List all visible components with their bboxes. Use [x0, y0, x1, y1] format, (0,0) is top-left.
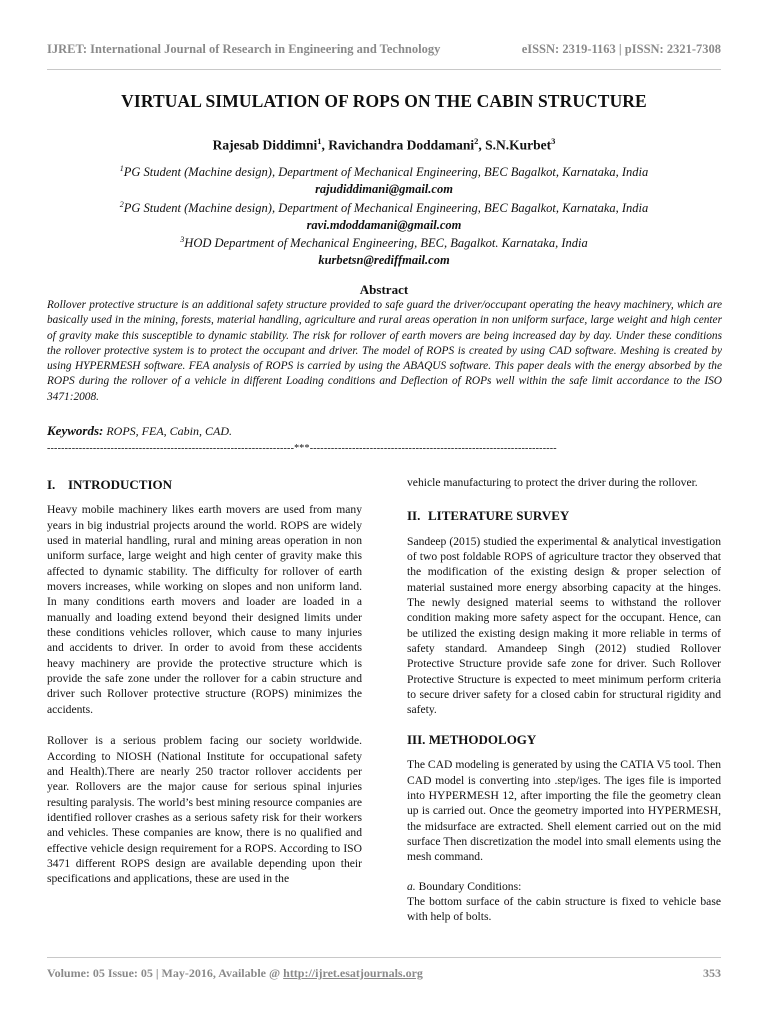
running-footer — [47, 966, 721, 981]
section-number: II. — [407, 508, 421, 524]
section-title: METHODOLOGY — [428, 731, 537, 747]
body-paragraph: The bottom surface of the cabin structure is fixed to vehicle base with help of bolts. — [407, 894, 721, 924]
journal-url-link[interactable]: http://ijret.esatjournals.org — [283, 966, 423, 980]
affiliation-1 — [0, 161, 768, 197]
section-title: INTRODUCTION — [68, 477, 173, 492]
author-name: Rajesab Diddimni — [212, 137, 318, 153]
subsection-heading — [407, 879, 721, 894]
footer-rule — [47, 957, 721, 958]
page-number: 353 — [703, 966, 721, 980]
section-title: LITERATURE SURVEY — [428, 508, 570, 524]
author-list — [0, 136, 768, 154]
affiliation-superscript: 3 — [180, 235, 185, 244]
author-superscript: 2 — [474, 136, 479, 146]
author-separator: , — [478, 137, 486, 153]
header-rule — [47, 69, 721, 70]
body-paragraph: Heavy mobile machinery likes earth movers are used from many years in big industrial projects around the world. ROPS are widely used in material handling, rural and mining areas operation in non uniform surface, large weight and high center of gravity make this affected to dynamic stability. The difficulty for rollover of earth movers increases, while working on slopes and non uniform land. In many conditions earth movers and loader are loaded in a manually and loading extend beyond their designed limits under these conditions vehicles rollover, which cause to many injuries and accidents to driver. In order to avoid from these accidents heavy machinery are provide the protective structure which is provide the safe zone under the rollover for a cabin structure and driver such Rollover protective structure (ROPS) minimizes the accidents. — [47, 503, 362, 716]
body-paragraph: The CAD modeling is generated by using the CATIA V5 tool. Then CAD model is converting into .step/iges. The iges file is imported into HYPERMESH 12, after importing the file the geometry clean up is carried out. Once the geometry imported into HYPERMESH, the midsurface are extracted. Shell element carried out on the mid surface Then discretization the model into small elements using the mesh command. — [407, 758, 721, 864]
affiliation-text: PG Student (Machine design), Department of Mechanical Engineering, BEC Bagalkot, Karnataka, India — [123, 201, 649, 216]
keywords-line — [47, 423, 722, 439]
author-superscript: 3 — [551, 136, 556, 146]
journal-name: IJRET: International Journal of Research in Engineering and Technology — [47, 42, 441, 56]
author-name: Ravichandra Doddamani — [328, 137, 475, 153]
volume-info — [47, 966, 423, 981]
body-paragraph: Rollover is a serious problem facing our society worldwide. According to NIOSH (National Institute for occupational safety and Health).There are nearly 250 tractor rollover accidents per year. Rollovers are the major cause for serious spinal injuries resulting paralysis. The world’s best mining resource companies are identified rollover crashes as a serious safety risk for their workers and vehicles. These companies are know, there is no qualified and effective vehicle design requirement for a ROPS. According to ISO 3471 different ROPS design are available depending upon their specifications and applications, these are used in the — [47, 734, 362, 886]
subsection-label: a. — [407, 879, 416, 893]
body-paragraph: vehicle manufacturing to protect the driver during the rollover. — [407, 476, 698, 489]
author-separator: , — [321, 137, 329, 153]
left-column — [47, 477, 362, 887]
author-name: S.N.Kurbet — [485, 137, 552, 153]
section-separator: ----------------------------------------------------------------------***---------------------------------------------------------------------- — [47, 443, 557, 454]
affiliation-superscript: 1 — [119, 164, 124, 173]
running-header — [47, 42, 721, 57]
right-column — [407, 475, 721, 925]
affiliation-text: HOD Department of Mechanical Engineering, BEC, Bagalkot. Karnataka, India — [184, 236, 588, 251]
affiliation-3 — [0, 232, 768, 268]
section-heading-introduction — [47, 477, 362, 492]
issn-text: eISSN: 2319-1163 | pISSN: 2321-7308 — [521, 42, 721, 56]
section-heading-methodology — [407, 732, 721, 747]
volume-text: Volume: 05 Issue: 05 | May-2016, Available @ — [47, 966, 284, 980]
author-email-link[interactable]: rajudiddimani@gmail.com — [315, 181, 453, 196]
author-superscript: 1 — [317, 136, 322, 146]
affiliation-superscript: 2 — [119, 200, 124, 209]
section-heading-literature-survey — [407, 508, 721, 523]
abstract-text: Rollover protective structure is an additional safety structure provided to safe guard the driver/occupant operating the heavy machinery, which are basically used in the mining, forests, material handling, agriculture and rural areas operation in non uniform surface, large weight and high center of gravity make this susceptible to dynamic stability. The risk for rollover of earth movers are being increased day by day. Under these conditions the rollover protective system is to protect the occupant and driver. The model of ROPS is created by using CAD software. Meshing is created by using HYPERMESH software. FEA analysis of ROPS is carried by using the ABAQUS software. This paper deals with the energy absorbed by the ROPS during the rollover of a vehicle in different Loading conditions and Deflection of ROPs well within the safe limit accordance to the ISO 3471:2008. — [47, 299, 722, 403]
affiliation-text: PG Student (Machine design), Department of Mechanical Engineering, BEC Bagalkot, Karnataka, India — [123, 165, 649, 180]
paper-title: VIRTUAL SIMULATION OF ROPS ON THE CABIN STRUCTURE — [121, 91, 647, 111]
abstract-heading: Abstract — [359, 282, 409, 297]
author-email-link[interactable]: kurbetsn@rediffmail.com — [318, 252, 450, 267]
affiliation-2 — [0, 197, 768, 233]
section-number: III. — [407, 731, 426, 747]
body-paragraph: Sandeep (2015) studied the experimental & analytical investigation of two post foldable ROPS of agriculture tractor they observed that the modification of the existing design & proper selection of material sustained more energy absorbing capacity at the hinges. The newly designed material seems to withstand the rollover condition making more safety aspect for the occupant. Hence, can be utilized the existing design making it more reliable in terms of safety standard. Amandeep Singh (2012) studied Rollover Protective Structure provide safe zone for driver. Such Rollover Protective Structure is expected to meet minimum perform criteria to secure driver safety for a closed cabin for structural rigidity and safety. — [407, 534, 721, 717]
keywords-label: Keywords: — [47, 423, 104, 438]
subsection-title: Boundary Conditions: — [415, 879, 522, 893]
keywords-text: ROPS, FEA, Cabin, CAD. — [103, 424, 232, 438]
author-email-link[interactable]: ravi.mdoddamani@gmail.com — [306, 217, 462, 232]
section-number: I. — [47, 477, 56, 492]
